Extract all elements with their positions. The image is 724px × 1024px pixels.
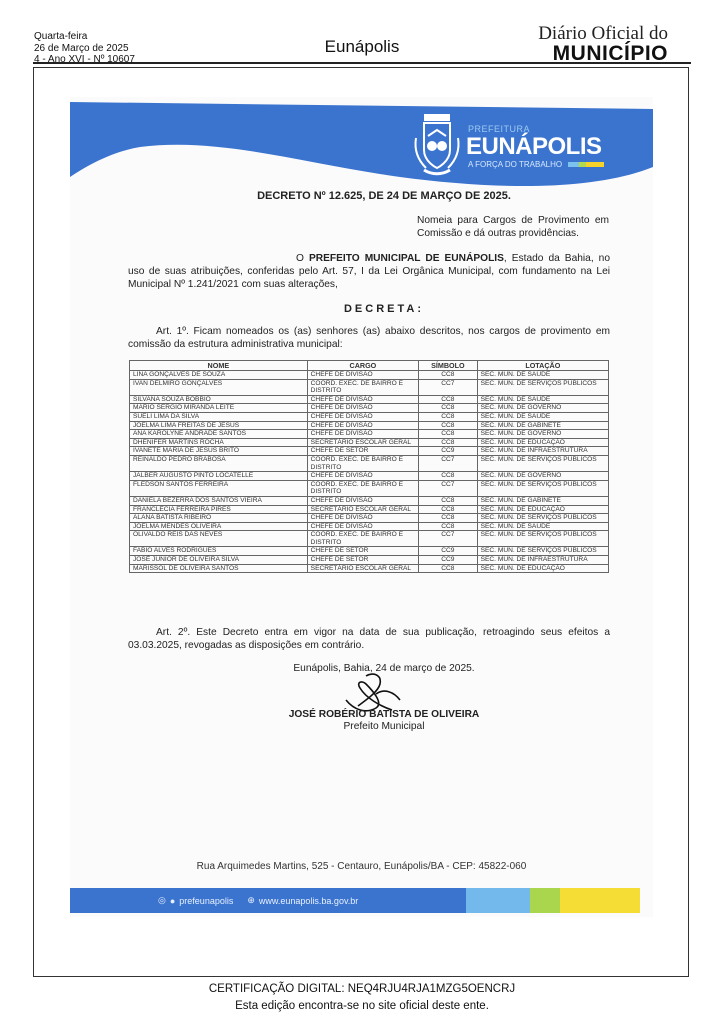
signer-name: JOSÉ ROBÉRIO BATISTA DE OLIVEIRA (288, 709, 480, 720)
table-row (130, 531, 609, 547)
cell-nome: FABIO ALVES RODRIGUES (130, 547, 308, 556)
footer-color-bar (70, 888, 640, 913)
col-simbolo: SÍMBOLO (419, 361, 478, 371)
edition-date: 26 de Março de 2025 (34, 42, 129, 54)
diario-oficial-logo (538, 24, 668, 64)
cell-simbolo: CC8 (419, 522, 478, 531)
cell-cargo: CHEFE DE DIVISÃO (307, 472, 418, 481)
table-row (130, 522, 609, 531)
cell-simbolo: CC8 (419, 421, 478, 430)
cell-cargo: CHEFE DE DIVISÃO (307, 395, 418, 404)
table-header-row (130, 361, 609, 371)
cell-nome: OLIVALDO REIS DAS NEVES (130, 531, 308, 547)
cell-cargo: SECRETÁRIO ESCOLAR GERAL (307, 438, 418, 447)
cell-lotacao: SEC. MUN. DE SERVIÇOS PÚBLICOS (477, 531, 608, 547)
cell-lotacao: SEC. MUN. DE GOVERNO (477, 404, 608, 413)
cell-cargo: CHEFE DE SETOR (307, 547, 418, 556)
cell-simbolo: CC7 (419, 379, 478, 395)
cell-cargo: CHEFE DE SETOR (307, 447, 418, 456)
cell-cargo: CHEFE DE DIVISÃO (307, 496, 418, 505)
cell-simbolo: CC8 (419, 371, 478, 380)
cell-lotacao: SEC. MUN. DE EDUCAÇÃO (477, 505, 608, 514)
decreta-heading: DECRETA: (343, 303, 424, 315)
cell-lotacao: SEC. MUN. DE SAÚDE (477, 412, 608, 421)
prefeitura-label: PREFEITURA (468, 124, 531, 134)
nominations-table (129, 360, 609, 573)
cell-cargo: CHEFE DE DIVISÃO (307, 412, 418, 421)
cell-lotacao: SEC. MUN. DE SERVIÇOS PÚBLICOS (477, 514, 608, 523)
cell-lotacao: SEC. MUN. DE GOVERNO (477, 430, 608, 439)
cell-nome: SILVANA SOUZA BOBBIO (130, 395, 308, 404)
table-row (130, 472, 609, 481)
article-2 (128, 626, 610, 652)
brand-line-1: Diário Oficial do (538, 23, 668, 44)
header-divider (33, 62, 691, 64)
cell-cargo: COORD. EXEC. DE BAIRRO E DISTRITO (307, 480, 418, 496)
cell-lotacao: SEC. MUN. DE INFRAESTRUTURA (477, 556, 608, 565)
cell-cargo: SECRETÁRIO ESCOLAR GERAL (307, 505, 418, 514)
table-row (130, 564, 609, 573)
cell-lotacao: SEC. MUN. DE SERVIÇOS PÚBLICOS (477, 455, 608, 471)
col-nome: NOME (130, 361, 308, 371)
cell-simbolo: CC8 (419, 404, 478, 413)
cell-cargo: COORD. EXEC. DE BAIRRO E DISTRITO (307, 455, 418, 471)
cell-simbolo: CC7 (419, 531, 478, 547)
cell-nome: ALANA BATISTA RIBEIRO (130, 514, 308, 523)
digital-certification: CERTIFICAÇÃO DIGITAL: NEQ4RJU4RJA1MZG5OENCRJ (208, 983, 516, 995)
globe-icon: ⊕ (247, 895, 255, 905)
cell-lotacao: SEC. MUN. DE EDUCAÇÃO (477, 438, 608, 447)
table-row (130, 421, 609, 430)
cell-lotacao: SEC. MUN. DE SERVIÇOS PÚBLICOS (477, 379, 608, 395)
table-row (130, 505, 609, 514)
cell-simbolo: CC9 (419, 547, 478, 556)
address: Rua Arquimedes Martins, 525 - Centauro, Eunápolis/BA - CEP: 45822-060 (196, 861, 527, 872)
cell-nome: IVANETE MARIA DE JESUS BRITO (130, 447, 308, 456)
cell-nome: FLEDSON SANTOS FERREIRA (130, 480, 308, 496)
cell-cargo: CHEFE DE DIVISÃO (307, 404, 418, 413)
prefeitura-name: EUNÁPOLIS (466, 133, 602, 160)
cell-simbolo: CC8 (419, 412, 478, 421)
footer-light-blue-block (466, 888, 530, 913)
table-row (130, 547, 609, 556)
cell-nome: ANA KAROLYNE ANDRADE SANTOS (130, 430, 308, 439)
cell-nome: JOSÉ JUNIOR DE OLIVEIRA SILVA (130, 556, 308, 565)
cell-nome: REINALDO PEDRO BRABOSA (130, 455, 308, 471)
preamble-rest: , Estado da Bahia, no uso de suas atribuições, conferidas pelo Art. 57, I da Lei Orgânica Municipal, com fundamento na Lei Municipal Nº 1.241/2021 com suas alterações, (128, 253, 610, 290)
place-date: Eunápolis, Bahia, 24 de março de 2025. (293, 663, 475, 674)
cell-lotacao: SEC. MUN. DE INFRAESTRUTURA (477, 447, 608, 456)
table-row (130, 556, 609, 565)
cell-simbolo: CC8 (419, 496, 478, 505)
prefeitura-logo (408, 112, 618, 180)
cell-nome: DHENIFER MARTINS ROCHA (130, 438, 308, 447)
article-2-text: Art. 2º. Este Decreto entra em vigor na data de sua publicação, retroagindo seus efeitos a 03.03.2025, revogadas as disposições em contrário. (128, 627, 610, 651)
col-lotacao: LOTAÇÃO (477, 361, 608, 371)
preamble-bold: PREFEITO MUNICIPAL DE EUNÁPOLIS (308, 253, 504, 264)
slogan-color-bar (568, 162, 604, 167)
cell-simbolo: CC7 (419, 480, 478, 496)
cell-cargo: SECRETÁRIO ESCOLAR GERAL (307, 564, 418, 573)
cell-lotacao: SEC. MUN. DE EDUCAÇÃO (477, 564, 608, 573)
slogan: A FORÇA DO TRABALHO (468, 160, 563, 169)
cell-nome: DANIELA BEZERRA DOS SANTOS VIEIRA (130, 496, 308, 505)
website-link[interactable]: www.eunapolis.ba.gov.br (258, 895, 359, 906)
signer-role: Prefeito Municipal (343, 721, 425, 732)
decree-preamble (128, 252, 610, 291)
cell-simbolo: CC9 (419, 556, 478, 565)
table-row (130, 412, 609, 421)
article-1 (128, 325, 610, 351)
cell-lotacao: SEC. MUN. DE GOVERNO (477, 472, 608, 481)
cell-cargo: CHEFE DE DIVISÃO (307, 514, 418, 523)
cell-simbolo: CC8 (419, 514, 478, 523)
decree-ementa: Nomeia para Cargos de Provimento em Comissão e dá outras providências. (417, 215, 609, 239)
footer-contacts (70, 888, 466, 913)
footer-yellow-block (560, 888, 640, 913)
table-row (130, 430, 609, 439)
weekday: Quarta-feira (34, 31, 88, 42)
cell-nome: MARISSOL DE OLIVEIRA SANTOS (130, 564, 308, 573)
table-row (130, 480, 609, 496)
cell-simbolo: CC8 (419, 430, 478, 439)
brand-line-2: MUNICÍPIO (552, 42, 668, 65)
table-row (130, 455, 609, 471)
edition-number: 4 - Ano XVI - Nº 10607 (34, 54, 135, 65)
cell-simbolo: CC8 (419, 472, 478, 481)
table-row (130, 404, 609, 413)
facebook-icon: ● (169, 895, 176, 906)
city-title: Eunápolis (324, 37, 400, 56)
cell-simbolo: CC8 (419, 505, 478, 514)
cell-cargo: CHEFE DE DIVISÃO (307, 371, 418, 380)
cell-lotacao: SEC. MUN. DE SERVIÇOS PÚBLICOS (477, 480, 608, 496)
cell-simbolo: CC8 (419, 395, 478, 404)
cell-nome: JOELMA MENDES OLIVEIRA (130, 522, 308, 531)
footer-green-block (530, 888, 560, 913)
table-row (130, 379, 609, 395)
cell-lotacao: SEC. MUN. DE SAÚDE (477, 371, 608, 380)
cell-nome: JALBER AUGUSTO PINTO LOCATELLE (130, 472, 308, 481)
table-row (130, 496, 609, 505)
preamble-prefix: O (296, 253, 304, 264)
cell-simbolo: CC8 (419, 438, 478, 447)
social-handle: prefeunapolis (179, 895, 234, 906)
table-row (130, 447, 609, 456)
cell-lotacao: SEC. MUN. DE GABINETE (477, 496, 608, 505)
cell-nome: FRANCLECIA FERREIRA PIRES (130, 505, 308, 514)
table-row (130, 371, 609, 380)
cell-cargo: CHEFE DE DIVISÃO (307, 522, 418, 531)
cell-simbolo: CC7 (419, 455, 478, 471)
cell-nome: MARIO SERGIO MIRANDA LEITE (130, 404, 308, 413)
table-row (130, 514, 609, 523)
article-1-text: Art. 1º. Ficam nomeados os (as) senhores (as) abaixo descritos, nos cargos de provimento em comissão da estrutura administrativa municipal: (128, 326, 610, 350)
decree-title: DECRETO Nº 12.625, DE 24 DE MARÇO DE 2025. (257, 190, 511, 202)
cell-cargo: COORD. EXEC. DE BAIRRO E DISTRITO (307, 531, 418, 547)
cell-nome: SUELI LIMA DA SILVA (130, 412, 308, 421)
cell-simbolo: CC9 (419, 447, 478, 456)
cell-nome: IVAN DELMIRO GONÇALVES (130, 379, 308, 395)
cell-nome: LINA GONÇALVES DE SOUZA (130, 371, 308, 380)
cell-lotacao: SEC. MUN. DE SAÚDE (477, 522, 608, 531)
cell-cargo: COORD. EXEC. DE BAIRRO E DISTRITO (307, 379, 418, 395)
cell-cargo: CHEFE DE DIVISÃO (307, 430, 418, 439)
cell-lotacao: SEC. MUN. DE SERVIÇOS PÚBLICOS (477, 547, 608, 556)
cell-lotacao: SEC. MUN. DE SAÚDE (477, 395, 608, 404)
edition-notice: Esta edição encontra-se no site oficial deste ente. (235, 1000, 489, 1012)
cell-cargo: CHEFE DE DIVISÃO (307, 421, 418, 430)
cell-cargo: CHEFE DE SETOR (307, 556, 418, 565)
table-body (130, 371, 609, 573)
cell-simbolo: CC8 (419, 564, 478, 573)
table-row (130, 395, 609, 404)
cell-lotacao: SEC. MUN. DE GABINETE (477, 421, 608, 430)
city-crest-icon (410, 112, 464, 178)
col-cargo: CARGO (307, 361, 418, 371)
table-row (130, 438, 609, 447)
instagram-icon: ◎ (158, 895, 166, 905)
cell-nome: JOELMA LIMA FREITAS DE JESUS (130, 421, 308, 430)
